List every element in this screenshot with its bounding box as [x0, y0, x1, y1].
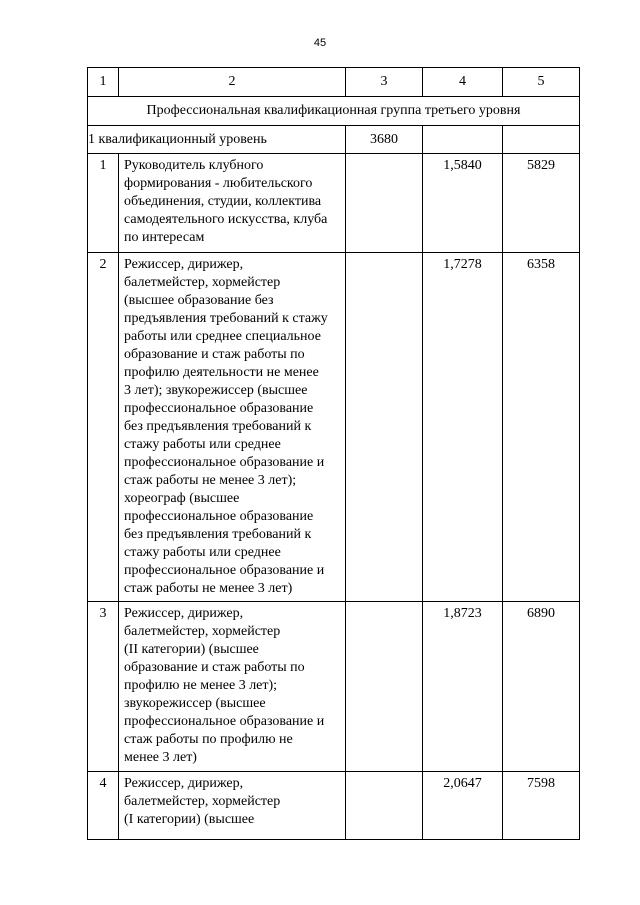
- header-row: [88, 68, 580, 97]
- position-name: Руководитель клубного формирования - любительского объединения, студии, коллектива самодеятельного искусства, клуба по интересам: [119, 154, 346, 253]
- position-name: Режиссер, дирижер, балетмейстер, хормейстер (I категории) (высшее: [119, 772, 346, 840]
- row-number: 3: [88, 602, 119, 772]
- base-rate: 3680: [346, 126, 423, 154]
- salary: 7598: [503, 772, 580, 840]
- empty-cell: [346, 154, 423, 253]
- table-row: [88, 253, 580, 602]
- coefficient: 2,0647: [423, 772, 503, 840]
- qualification-level-label: 1 квалификационный уровень: [88, 126, 346, 154]
- header-cell-5: 5: [503, 68, 580, 97]
- coefficient: 1,8723: [423, 602, 503, 772]
- coefficient: 1,7278: [423, 253, 503, 602]
- qualification-level-row: [88, 126, 580, 154]
- empty-cell: [346, 602, 423, 772]
- row-number: 4: [88, 772, 119, 840]
- header-cell-2: 2: [119, 68, 346, 97]
- position-name: Режиссер, дирижер, балетмейстер, хормейстер (II категории) (высшее образование и стаж работы по профилю не менее 3 лет); звукорежиссер (высшее профессиональное образование и стаж работы по профилю не менее 3 лет): [119, 602, 346, 772]
- empty-cell: [346, 253, 423, 602]
- empty-cell: [346, 772, 423, 840]
- salary: 6358: [503, 253, 580, 602]
- position-name: Режиссер, дирижер, балетмейстер, хормейстер (высшее образование без предъявления требований к стажу работы или среднее специальное образование и стаж работы по профилю деятельности не менее 3 лет); звукорежиссер (высшее профессиональное образование без предъявления требований к стажу работы или среднее профессиональное образование и стаж работы не менее 3 лет); хореограф (высшее профессиональное образование без предъявления требований к стажу работы или среднее профессиональное образование и стаж работы не менее 3 лет): [119, 253, 346, 602]
- group-title-row: [88, 97, 580, 126]
- table-row: [88, 154, 580, 253]
- header-cell-4: 4: [423, 68, 503, 97]
- page-number: 45: [313, 37, 327, 49]
- empty-cell: [503, 126, 580, 154]
- table-row: [88, 772, 580, 840]
- row-number: 2: [88, 253, 119, 602]
- header-cell-3: 3: [346, 68, 423, 97]
- table-row: [88, 602, 580, 772]
- salary: 6890: [503, 602, 580, 772]
- empty-cell: [423, 126, 503, 154]
- salary: 5829: [503, 154, 580, 253]
- row-number: 1: [88, 154, 119, 253]
- coefficient: 1,5840: [423, 154, 503, 253]
- salary-table: [87, 67, 580, 840]
- header-cell-1: 1: [88, 68, 119, 97]
- group-title: Профессиональная квалификационная группа третьего уровня: [88, 97, 580, 126]
